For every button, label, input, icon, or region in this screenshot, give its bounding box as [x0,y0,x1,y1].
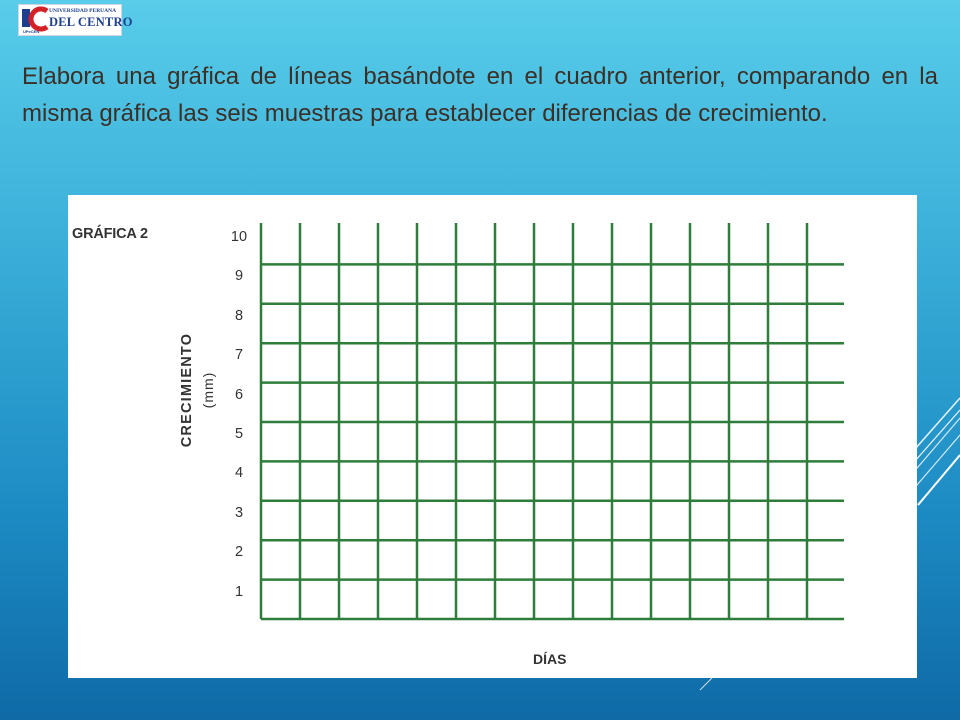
university-logo [18,4,133,36]
y-tick-label: 8 [234,307,244,324]
y-tick-label: 1 [234,583,244,600]
x-axis-label: DÍAS [533,651,567,667]
logo-university-label: UNIVERSIDAD PERUANA [49,8,117,14]
logo-center-label: DEL CENTRO [49,15,133,29]
growth-grid [68,195,917,678]
y-tick-label: 5 [234,426,244,442]
chart-title: GRÁFICA 2 [72,226,148,242]
y-tick-label: 4 [234,465,244,482]
logo-acronym: UPeCEN [23,29,40,34]
university-emblem-icon [21,7,51,31]
y-tick-label: 7 [234,347,244,364]
y-tick-label: 6 [234,386,244,403]
y-tick-label: 3 [234,504,244,521]
chart-panel [68,195,917,678]
y-axis-unit: (mm) [200,371,216,409]
y-tick-label: 2 [234,544,244,561]
y-axis-label: CRECIMIENTO [179,332,195,448]
y-tick-label: 9 [234,268,244,285]
instruction-text: Elabora una gráfica de líneas basándote en el cuadro anterior, comparando en la misma gráfica las seis muestras para establecer diferencias de crecimiento. [22,63,938,127]
y-tick-label: 10 [230,229,248,245]
